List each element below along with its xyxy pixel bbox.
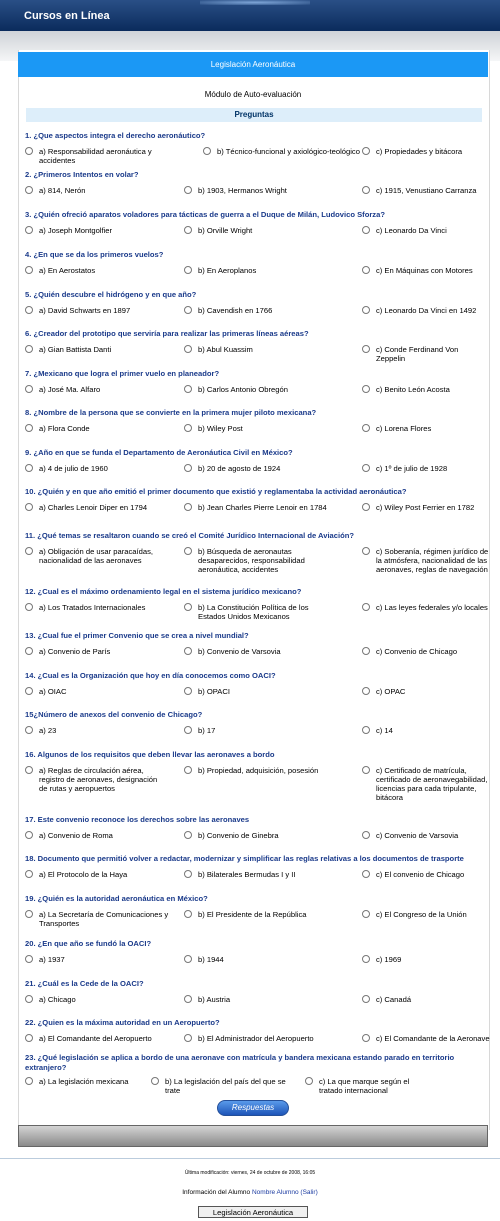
question-text: 9. ¿Año en que se funda el Departamento de Aeronáutica Civil en México? (25, 448, 293, 457)
answer-option-label: a) Los Tratados Internacionales (39, 603, 146, 612)
radio-button[interactable] (362, 726, 370, 734)
user-info (0, 1189, 500, 1196)
question-item (25, 1018, 490, 1056)
radio-button[interactable] (184, 687, 192, 695)
answer-option-label: c) Lorena Flores (376, 424, 432, 433)
answer-option-label: a) Gian Battista Danti (39, 345, 112, 354)
options-row (25, 1077, 485, 1099)
radio-button[interactable] (184, 266, 192, 274)
question-text: 5. ¿Quién descubre el hidrógeno y en que año? (25, 290, 197, 299)
options-row (25, 603, 488, 625)
course-title-bar: Legislación Aeronáutica (18, 52, 488, 77)
question-item (25, 894, 485, 932)
answer-option[interactable] (362, 910, 487, 919)
answer-option-label: a) 4 de julio de 1960 (39, 464, 108, 473)
answer-option[interactable] (25, 464, 170, 473)
question-text: 10. ¿Quién y en que año emitió el primer documento que existió y reglamentaba la actividad aeronáutica? (25, 487, 407, 496)
answer-option-label: c) 1969 (376, 955, 402, 964)
answer-option-label: b) Bilaterales Bermudas I y II (198, 870, 296, 879)
radio-button[interactable] (151, 1077, 159, 1085)
question-text: 21. ¿Cuál es la Cede de la OACI? (25, 979, 144, 988)
answer-option[interactable] (25, 870, 170, 879)
answer-option-label: c) OPAC (376, 687, 406, 696)
radio-button[interactable] (184, 1034, 192, 1042)
answer-option-label: a) Flora Conde (39, 424, 90, 433)
answer-option-label: a) 23 (39, 726, 57, 735)
question-item (25, 170, 485, 208)
answer-option[interactable] (362, 385, 487, 394)
answer-option[interactable] (184, 424, 344, 433)
radio-button[interactable] (362, 870, 370, 878)
radio-button[interactable] (25, 831, 33, 839)
options-row (25, 766, 488, 802)
answer-option-label: a) Charles Lenoir Diper en 1794 (39, 503, 148, 512)
answer-option[interactable] (203, 147, 363, 156)
answer-option-label: c) Benito León Acosta (376, 385, 450, 394)
module-title: Módulo de Auto-evaluación (204, 90, 302, 99)
answer-option-label: a) Reglas de circulación aérea, registro de aeronaves, designación de rutas y aeropuertos (39, 766, 158, 793)
answer-option-label: a) OIAC (39, 687, 67, 696)
options-row (25, 464, 485, 486)
answer-option[interactable] (25, 910, 175, 928)
radio-button[interactable] (184, 766, 192, 774)
divider (0, 1158, 500, 1159)
question-text: 20. ¿En que año se fundó la OACI? (25, 939, 152, 948)
logout-link[interactable]: (Salir) (300, 1189, 318, 1196)
answer-option-label: c) El Comandante de la Aeronave (376, 1034, 490, 1043)
radio-button[interactable] (184, 995, 192, 1003)
course-button[interactable]: Legislación Aeronáutica (198, 1206, 308, 1218)
radio-button[interactable] (305, 1077, 313, 1085)
answer-option-label: b) 1944 (198, 955, 224, 964)
question-text: 8. ¿Nombre de la persona que se convierte en la primera mujer piloto mexicana? (25, 408, 317, 417)
radio-button[interactable] (25, 464, 33, 472)
answer-option-label: b) Jean Charles Pierre Lenoir en 1784 (198, 503, 327, 512)
radio-button[interactable] (362, 603, 370, 611)
answer-option[interactable] (25, 266, 170, 275)
radio-button[interactable] (362, 385, 370, 393)
answer-option[interactable] (184, 955, 344, 964)
answer-option-label: c) El Congreso de la Unión (376, 910, 467, 919)
answer-option[interactable] (362, 687, 487, 696)
question-item (25, 750, 488, 802)
radio-button[interactable] (184, 503, 192, 511)
options-row (25, 910, 485, 932)
radio-button[interactable] (362, 547, 370, 555)
radio-button[interactable] (362, 831, 370, 839)
radio-button[interactable] (25, 687, 33, 695)
radio-button[interactable] (362, 345, 370, 353)
answer-option-label: c) Certificado de matrícula, certificado de aeronavegabilidad, licencias para cada tripulante, bitácora (376, 766, 488, 802)
answer-option-label: b) 1903, Hermanos Wright (198, 186, 287, 195)
answer-option-label: b) Orville Wright (198, 226, 253, 235)
radio-button[interactable] (184, 726, 192, 734)
answer-option[interactable] (25, 147, 175, 165)
options-row (25, 424, 485, 446)
question-text: 2. ¿Primeros Intentos en volar? (25, 170, 139, 179)
answer-option[interactable] (25, 647, 170, 656)
options-row (25, 831, 485, 853)
answer-option[interactable] (25, 503, 170, 512)
answer-option[interactable] (184, 547, 334, 574)
answer-option[interactable] (362, 1034, 497, 1043)
answer-option-label: c) El convenio de Chicago (376, 870, 465, 879)
question-item (25, 290, 485, 328)
radio-button[interactable] (25, 1034, 33, 1042)
answer-option[interactable] (362, 647, 487, 656)
radio-button[interactable] (25, 910, 33, 918)
answer-option[interactable] (184, 385, 344, 394)
answer-option[interactable] (362, 306, 487, 315)
answer-option[interactable] (25, 424, 170, 433)
radio-button[interactable] (184, 910, 192, 918)
answer-option-label: b) Wiley Post (198, 424, 243, 433)
answer-option-label: c) 1º de julio de 1928 (376, 464, 448, 473)
radio-button[interactable] (184, 385, 192, 393)
last-modified: Última modificación: viernes, 24 de octubre de 2008, 16:05 (184, 1170, 316, 1176)
user-info-label: Información del Alumno (182, 1189, 251, 1196)
question-text: 3. ¿Quién ofreció aparatos voladores para tácticas de guerra a el Duque de Milán, Ludovico Sforza? (25, 210, 385, 219)
answer-option-label: a) 814, Nerón (39, 186, 86, 195)
radio-button[interactable] (25, 955, 33, 963)
radio-button[interactable] (362, 687, 370, 695)
answer-option-label: b) Búsqueda de aeronautas desaparecidos, responsabilidad aeronáutica, accidentes (198, 547, 305, 574)
radio-button[interactable] (184, 306, 192, 314)
radio-button[interactable] (184, 647, 192, 655)
options-row (25, 647, 485, 669)
radio-button[interactable] (362, 503, 370, 511)
answer-option-label: a) Convenio de Roma (39, 831, 113, 840)
answer-option[interactable] (25, 603, 170, 612)
question-item (25, 587, 488, 625)
question-item (25, 979, 485, 1017)
answer-option-label: c) Soberanía, régimen jurídico de la atmósfera, nacionalidad de las aeronaves, reglas de navegación (376, 547, 489, 574)
answer-option[interactable] (362, 226, 487, 235)
answer-option-label: a) Obligación de usar paracaídas, nacionalidad de las aeronaves (39, 547, 153, 565)
radio-button[interactable] (184, 870, 192, 878)
answer-option-label: b) 20 de agosto de 1924 (198, 464, 281, 473)
answer-option-label: a) Convenio de París (39, 647, 111, 656)
answer-option[interactable] (184, 306, 344, 315)
question-text: 23. ¿Qué legislación se aplica a bordo de una aeronave con matrícula y bandera mexicana estando parado en territorio extranjero? (25, 1053, 455, 1072)
question-text: 7. ¿Mexicano que logra el primer vuelo en planeador? (25, 369, 220, 378)
radio-button[interactable] (25, 647, 33, 655)
options-row (25, 226, 485, 248)
answer-option[interactable] (184, 726, 344, 735)
radio-button[interactable] (362, 186, 370, 194)
answer-option-label: c) La que marque según el tratado internacional (319, 1077, 410, 1095)
question-text: 12. ¿Cual es el máximo ordenamiento legal en el sistema jurídico mexicano? (25, 587, 302, 596)
answer-option-label: a) David Schwarts en 1897 (39, 306, 131, 315)
answer-option-label: b) Propiedad, adquisición, posesión (198, 766, 319, 775)
answer-option[interactable] (25, 226, 170, 235)
answer-option[interactable] (362, 995, 487, 1004)
answer-option-label: c) En Máquinas con Motores (376, 266, 473, 275)
radio-button[interactable] (184, 955, 192, 963)
question-item (25, 487, 485, 525)
answer-option-label: b) Abul Kuassim (198, 345, 253, 354)
questions-header: Preguntas (26, 108, 482, 122)
options-row (25, 870, 485, 892)
answer-option[interactable] (184, 831, 344, 840)
answer-option[interactable] (184, 647, 344, 656)
radio-button[interactable] (203, 147, 211, 155)
answer-option[interactable] (25, 766, 160, 793)
radio-button[interactable] (184, 186, 192, 194)
radio-button[interactable] (25, 147, 33, 155)
radio-button[interactable] (184, 226, 192, 234)
answer-option-label: b) 17 (198, 726, 216, 735)
question-text: 4. ¿En que se da los primeros vuelos? (25, 250, 164, 259)
answer-option-label: c) 1915, Venustiano Carranza (376, 186, 477, 195)
question-text: 19. ¿Quién es la autoridad aeronáutica en México? (25, 894, 208, 903)
radio-button[interactable] (362, 226, 370, 234)
answer-option[interactable] (362, 147, 467, 156)
radio-button[interactable] (25, 726, 33, 734)
answer-option[interactable] (25, 831, 170, 840)
answer-option-label: a) Joseph Montgolfier (39, 226, 113, 235)
radio-button[interactable] (25, 503, 33, 511)
answer-option-label: c) Canadá (376, 995, 412, 1004)
answer-option-label: b) El Presidente de la República (198, 910, 307, 919)
question-item (25, 448, 485, 486)
answer-option[interactable] (362, 831, 487, 840)
answer-option[interactable] (305, 1077, 435, 1095)
radio-button[interactable] (362, 1034, 370, 1042)
answer-option-label: b) En Aeroplanos (198, 266, 257, 275)
question-item (25, 131, 485, 169)
radio-button[interactable] (362, 464, 370, 472)
question-text: 17. Este convenio reconoce los derechos sobre las aeronaves (25, 815, 250, 824)
options-row (25, 726, 485, 748)
answer-option-label: b) Técnico-funcional y axiológico-teológico (217, 147, 360, 156)
question-item (25, 250, 485, 288)
answer-option[interactable] (184, 266, 344, 275)
question-item (25, 671, 485, 709)
options-row (25, 995, 485, 1017)
answer-option[interactable] (184, 766, 334, 775)
answer-option[interactable] (184, 870, 344, 879)
question-text: 16. Algunos de los requisitos que deben llevar las aeronaves a bordo (25, 750, 275, 759)
answer-option[interactable] (362, 503, 487, 512)
radio-button[interactable] (184, 831, 192, 839)
answer-option[interactable] (25, 186, 170, 195)
options-row (25, 266, 485, 288)
question-text: 14. ¿Cual es la Organización que hoy en día conocemos como OACI? (25, 671, 276, 680)
radio-button[interactable] (362, 306, 370, 314)
answer-option-label: a) Chicago (39, 995, 76, 1004)
answer-option-label: a) José Ma. Alfaro (39, 385, 101, 394)
radio-button[interactable] (184, 345, 192, 353)
radio-button[interactable] (25, 226, 33, 234)
answer-option[interactable] (362, 464, 487, 473)
question-item (25, 531, 489, 574)
answer-option-label: a) La Secretaría de Comunicaciones y Transportes (39, 910, 169, 928)
radio-button[interactable] (25, 385, 33, 393)
radio-button[interactable] (25, 186, 33, 194)
question-item (25, 329, 485, 367)
answer-option-label: b) La legislación del país del que se trate (165, 1077, 286, 1095)
answer-option-label: b) Austria (198, 995, 231, 1004)
answer-option[interactable] (362, 547, 492, 574)
answer-option-label: b) La Constitución Política de los Estados Unidos Mexicanos (198, 603, 309, 621)
radio-button[interactable] (184, 424, 192, 432)
site-title: Cursos en Línea (24, 10, 110, 22)
answer-option-label: a) Responsabilidad aeronáutica y accidentes (39, 147, 152, 165)
question-item (25, 1053, 485, 1099)
options-row (25, 503, 485, 525)
radio-button[interactable] (362, 147, 370, 155)
radio-button[interactable] (25, 547, 33, 555)
question-item (25, 710, 485, 748)
answer-option[interactable] (184, 186, 344, 195)
answer-option-label: b) Cavendish en 1766 (198, 306, 273, 315)
answer-option-label: a) En Aerostatos (39, 266, 96, 275)
question-item (25, 408, 485, 446)
radio-button[interactable] (184, 603, 192, 611)
answer-option-label: c) Leonardo Da Vinci (376, 226, 447, 235)
radio-button[interactable] (362, 995, 370, 1003)
answer-option[interactable] (151, 1077, 291, 1095)
answer-option-label: b) Convenio de Ginebra (198, 831, 279, 840)
question-item (25, 815, 485, 853)
radio-button[interactable] (362, 647, 370, 655)
question-item (25, 939, 485, 977)
radio-button[interactable] (362, 766, 370, 774)
answer-option[interactable] (25, 955, 170, 964)
answer-option[interactable] (25, 1077, 135, 1086)
radio-button[interactable] (362, 955, 370, 963)
answer-option[interactable] (25, 726, 170, 735)
answer-option[interactable] (25, 385, 170, 394)
user-name-link[interactable]: Nombre Alumno (251, 1189, 299, 1196)
radio-button[interactable] (362, 910, 370, 918)
question-text: 11. ¿Qué temas se resaltaron cuando se creó el Comité Jurídico Internacional de Aviación? (25, 531, 355, 540)
answer-option[interactable] (362, 955, 487, 964)
answer-option-label: a) El Comandante del Aeropuerto (39, 1034, 152, 1043)
radio-button[interactable] (184, 547, 192, 555)
radio-button[interactable] (362, 266, 370, 274)
answer-option-label: c) Las leyes federales y/o locales (376, 603, 488, 612)
answer-option[interactable] (184, 503, 344, 512)
question-text: 13. ¿Cual fue el primer Convenio que se crea a nivel mundial? (25, 631, 249, 640)
answer-option[interactable] (184, 464, 344, 473)
banner-glow (200, 0, 310, 5)
answer-option[interactable] (25, 687, 170, 696)
answer-option-label: b) El Administrador del Aeropuerto (198, 1034, 314, 1043)
radio-button[interactable] (362, 424, 370, 432)
options-row (25, 687, 485, 709)
options-row (25, 186, 485, 208)
answer-option[interactable] (184, 345, 344, 354)
question-item (25, 210, 485, 248)
radio-button[interactable] (25, 995, 33, 1003)
answer-option[interactable] (362, 424, 487, 433)
radio-button[interactable] (25, 1077, 33, 1085)
radio-button[interactable] (25, 345, 33, 353)
options-row (25, 306, 485, 328)
answer-option-label: c) Leonardo Da Vinci en 1492 (376, 306, 477, 315)
answer-option-label: b) OPACI (198, 687, 230, 696)
answer-option[interactable] (184, 1034, 344, 1043)
answer-option[interactable] (25, 1034, 175, 1043)
answer-option[interactable] (362, 266, 487, 275)
answer-option[interactable] (25, 547, 170, 565)
answer-option[interactable] (362, 345, 487, 363)
answer-option[interactable] (184, 687, 344, 696)
answer-option-label: b) Carlos Antonio Obregón (198, 385, 288, 394)
answer-option-label: c) Convenio de Varsovia (376, 831, 459, 840)
answer-option-label: c) 14 (376, 726, 393, 735)
question-text: 22. ¿Quien es la máxima autoridad en un Aeropuerto? (25, 1018, 220, 1027)
radio-button[interactable] (184, 464, 192, 472)
question-text: 15¿Número de anexos del convenio de Chicago? (25, 710, 203, 719)
answer-option[interactable] (184, 910, 344, 919)
answer-option[interactable] (362, 726, 487, 735)
radio-button[interactable] (25, 306, 33, 314)
options-row (25, 345, 485, 367)
footer-bar (18, 1125, 488, 1147)
top-banner (0, 0, 500, 31)
options-row (25, 955, 485, 977)
answer-option-label: a) 1937 (39, 955, 65, 964)
radio-button[interactable] (25, 766, 33, 774)
answer-option[interactable] (362, 766, 492, 802)
answer-option-label: a) El Protocolo de la Haya (39, 870, 128, 879)
answer-option-label: a) La legislación mexicana (39, 1077, 129, 1086)
answer-option-label: c) Propiedades y bitácora (376, 147, 463, 156)
answer-option-label: c) Convenio de Chicago (376, 647, 458, 656)
options-row (25, 385, 485, 407)
answer-option[interactable] (184, 226, 344, 235)
answer-option[interactable] (362, 870, 487, 879)
radio-button[interactable] (25, 603, 33, 611)
radio-button[interactable] (25, 424, 33, 432)
question-text: 1. ¿Que aspectos integra el derecho aeronáutico? (25, 131, 206, 140)
question-item (25, 631, 485, 669)
answer-option-label: c) Wiley Post Ferrier en 1782 (376, 503, 475, 512)
radio-button[interactable] (25, 870, 33, 878)
question-item (25, 854, 485, 892)
answer-option[interactable] (184, 995, 344, 1004)
answer-option[interactable] (25, 995, 170, 1004)
answer-option[interactable] (362, 186, 487, 195)
answer-option[interactable] (184, 603, 334, 621)
question-text: 18. Documento que permitió volver a redactar, modernizar y simplificar las reglas relativas a los documentos de trasporte (25, 854, 464, 863)
options-row (25, 547, 489, 574)
answer-option[interactable] (25, 345, 170, 354)
radio-button[interactable] (25, 266, 33, 274)
answer-option[interactable] (362, 603, 492, 612)
answer-option-label: c) Conde Ferdinand Von Zeppelin (376, 345, 459, 363)
answers-button[interactable]: Respuestas (217, 1100, 289, 1116)
options-row (25, 147, 485, 169)
answer-option-label: b) Convenio de Varsovia (198, 647, 281, 656)
answer-option[interactable] (25, 306, 170, 315)
question-text: 6. ¿Creador del prototipo que serviría para realizar las primeras líneas aéreas? (25, 329, 309, 338)
question-item (25, 369, 485, 407)
